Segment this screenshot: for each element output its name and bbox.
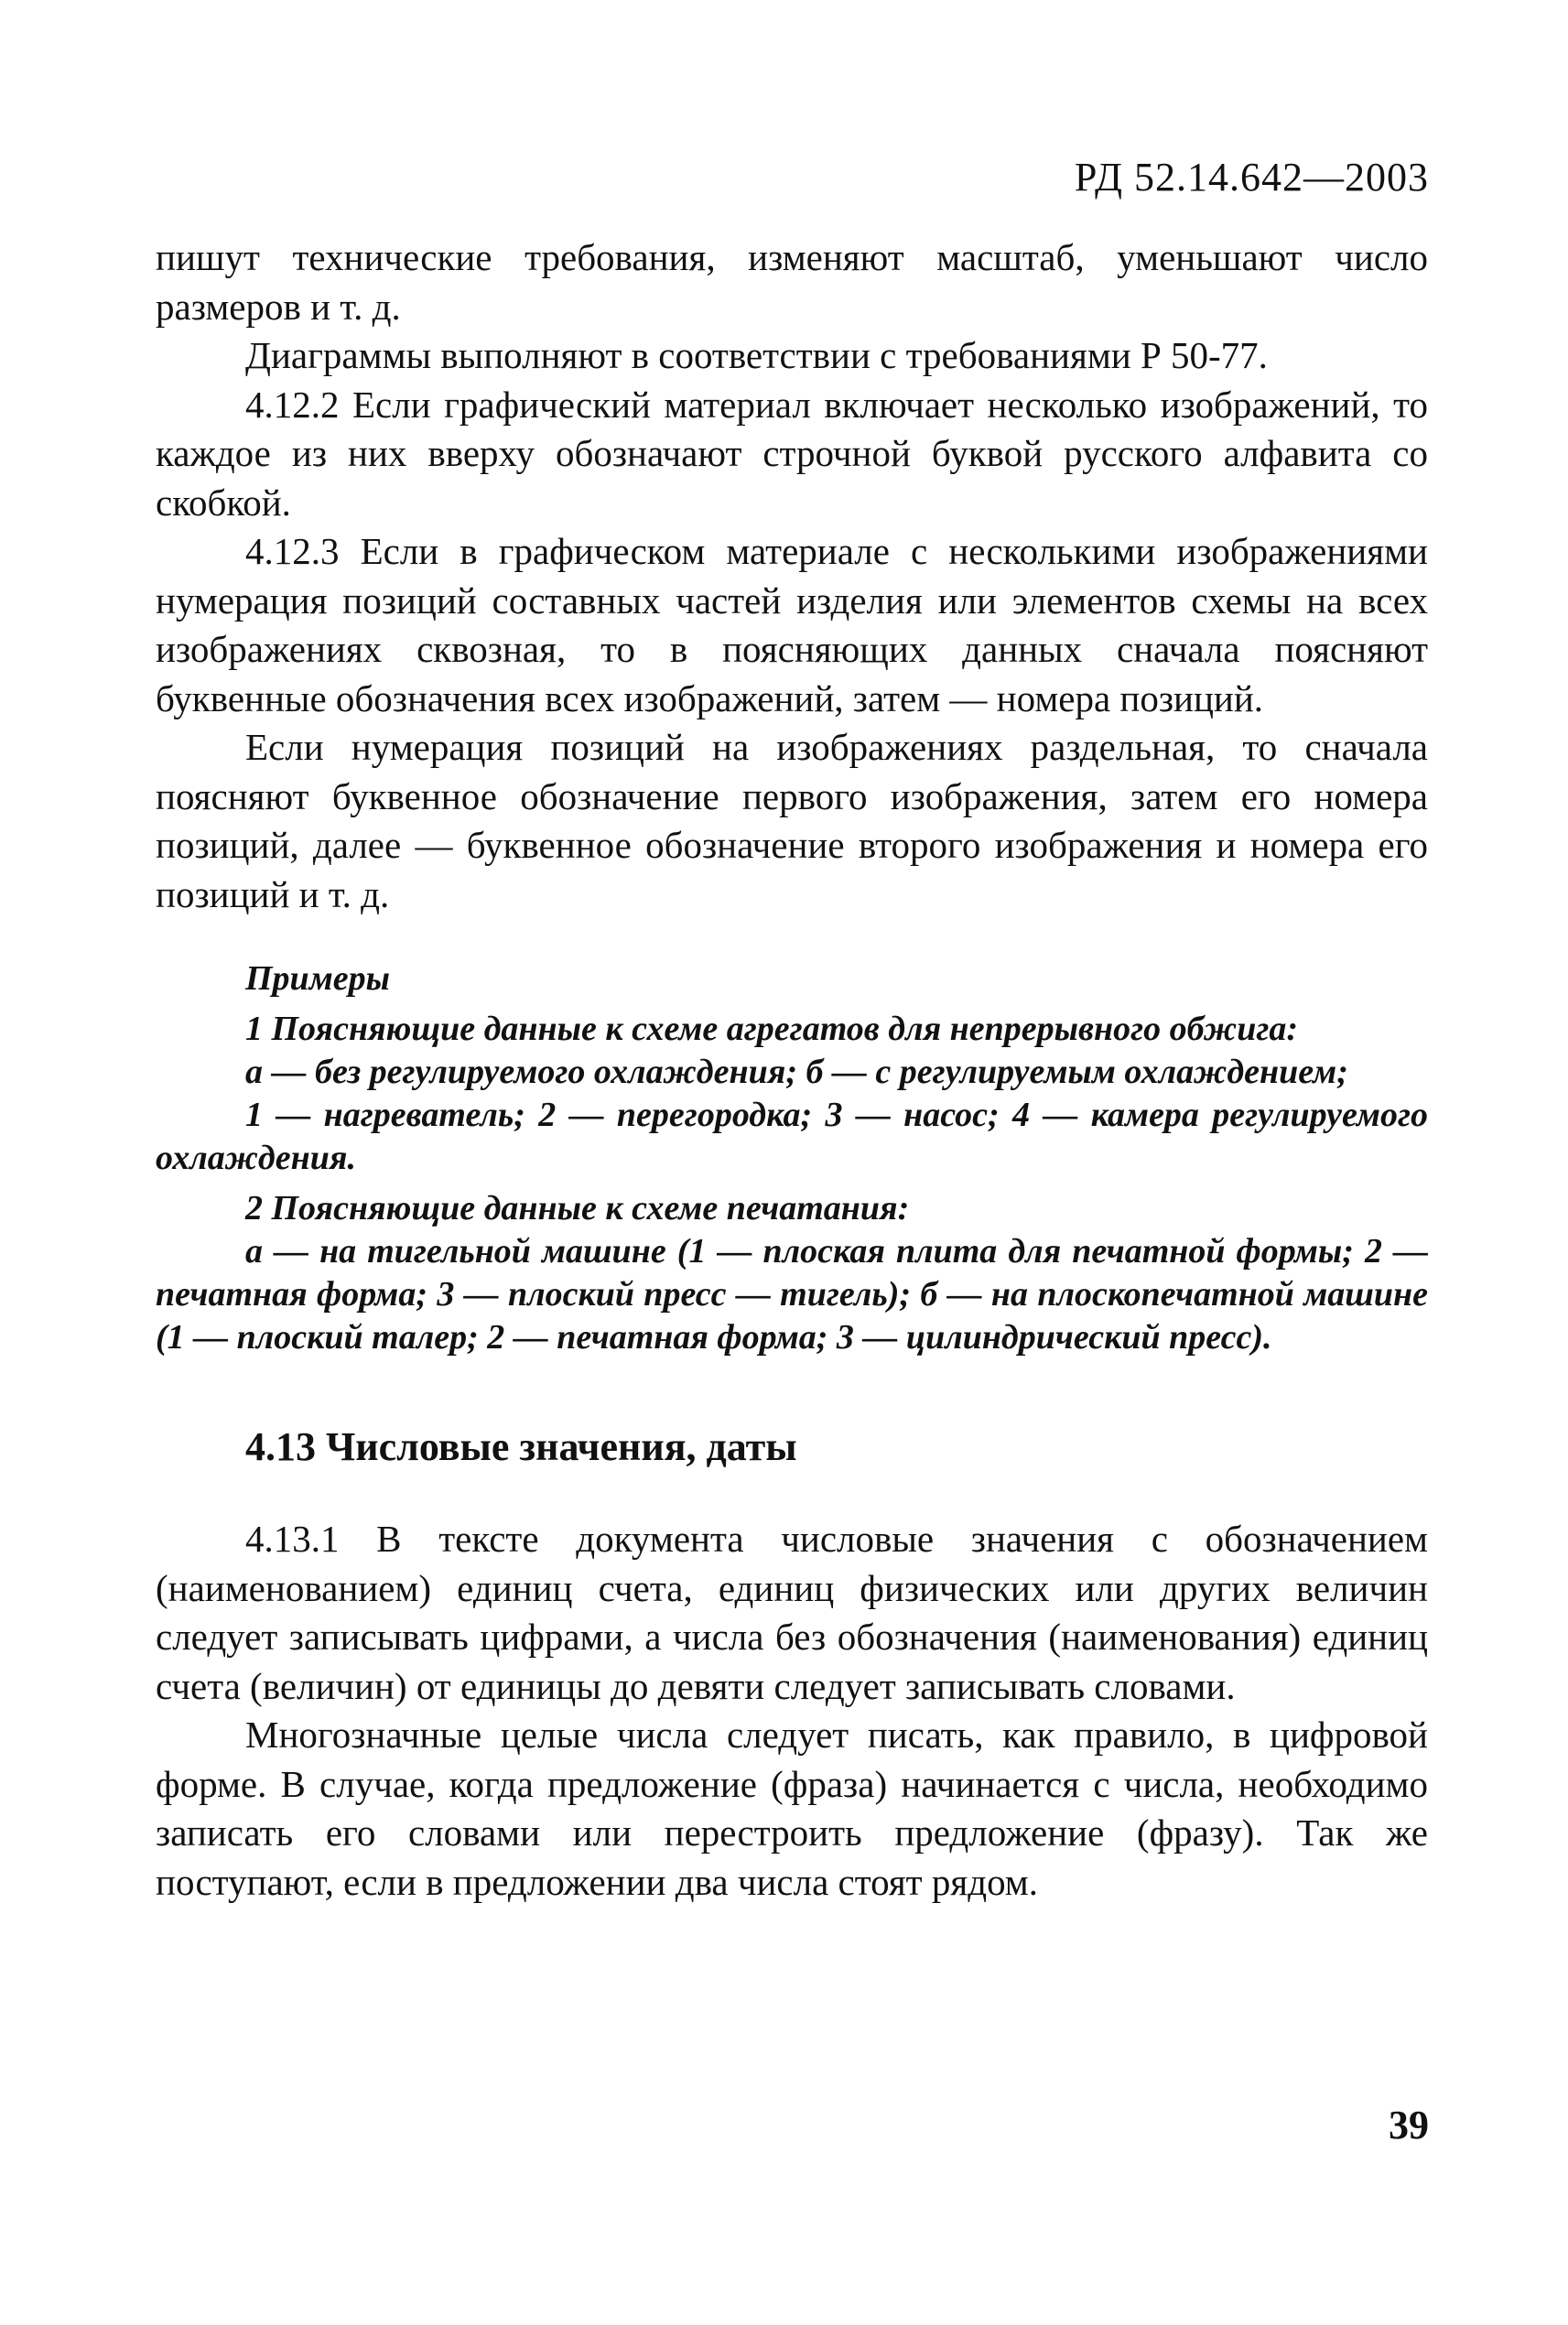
document-code-header: РД 52.14.642—2003: [1074, 155, 1429, 200]
examples-heading: Примеры: [245, 959, 390, 998]
paragraph-continuation: пишут технические требования, изменяют масштаб, уменьшают число размеров и т. д.: [156, 236, 1428, 328]
example-1-line-2: 1 — нагреватель; 2 — перегородка; 3 — насос; 4 — камера регулируемого охлаждения.: [156, 1096, 1428, 1177]
example-1-line-1: а — без регулируемого охлаждения; б — с регулируемым охлаждением;: [245, 1053, 1348, 1091]
example-2-line-1: а — на тигельной машине (1 — плоская плита для печатной формы; 2 — печатная форма; 3 — плоский пресс — тигель); б — на плоскопечатной машине (1 — плоский талер; 2 — печатная форма; 3 — цилиндрический пресс).: [156, 1232, 1428, 1357]
paragraph-diagrams: Диаграммы выполняют в соответствии с требованиями Р 50-77.: [245, 334, 1268, 376]
paragraph-multidigit-numbers: Многозначные целые числа следует писать, как правило, в цифровой форме. В случае, когда предложение (фраза) начинается с числа, необходимо записать его словами или перестроить предложение (фразу). Так же поступают, если в предложении два числа стоят рядом.: [156, 1714, 1428, 1903]
paragraph-4-12-2: 4.12.2 Если графический материал включает несколько изображений, то каждое из них вверху обозначают строчной буквой русского алфавита со скобкой.: [156, 383, 1428, 524]
paragraph-separate-numbering: Если нумерация позиций на изображениях раздельная, то сначала поясняют буквенное обозначение первого изображения, затем его номера позиций, далее — буквенное обозначение второго изображения и номера его позиций и т. д.: [156, 726, 1428, 915]
example-1-title: 1 Поясняющие данные к схеме агрегатов для непрерывного обжига:: [245, 1010, 1299, 1048]
body-text: [156, 233, 1428, 1907]
examples-block: [156, 957, 1428, 1359]
page-number: 39: [1389, 2103, 1429, 2147]
example-2-title: 2 Поясняющие данные к схеме печатания:: [245, 1189, 910, 1227]
paragraph-4-12-3: 4.12.3 Если в графическом материале с несколькими изображениями нумерация позиций составных частей изделия или элементов схемы на всех изображениях сквозная, то в поясняющих данных сначала поясняют буквенные обозначения всех изображений, затем — номера позиций.: [156, 530, 1428, 719]
section-heading-4-13: 4.13 Числовые значения, даты: [245, 1424, 797, 1469]
paragraph-4-13-1: 4.13.1 В тексте документа числовые значения с обозначением (наименованием) единиц счета, единиц физических или других величин следует записывать цифрами, а числа без обозначения (наименования) единиц счета (величин) от единицы до девяти следует записывать словами.: [156, 1518, 1428, 1707]
